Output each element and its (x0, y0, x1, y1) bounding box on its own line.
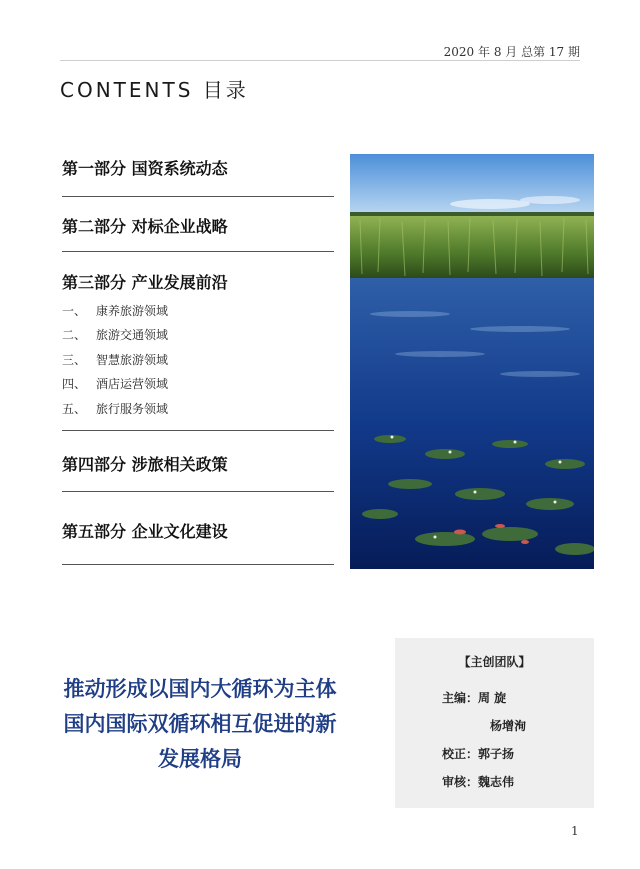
subitem-label: 康养旅游领域 (96, 303, 169, 318)
toc-subitem[interactable] (62, 298, 334, 323)
toc-heading: 第二部分 对标企业战略 (62, 217, 228, 236)
toc-heading: 第一部分 国资系统动态 (62, 159, 228, 178)
toc-heading: 第五部分 企业文化建设 (62, 522, 228, 541)
toc-divider (62, 430, 334, 431)
toc-divider (62, 196, 334, 197)
toc-part-4[interactable] (62, 452, 334, 475)
team-reviewer: 审核：魏志伟 (442, 775, 515, 789)
subitem-label: 旅游交通领域 (96, 328, 169, 343)
issue-info: 2020 年 8 月 总第 17 期 (443, 45, 580, 59)
toc-subitem[interactable] (62, 323, 334, 348)
toc-divider (62, 491, 334, 492)
toc-subitem[interactable] (62, 347, 334, 372)
team-proofreader: 校正：郭子扬 (442, 747, 515, 761)
subitem-label: 智慧旅游领域 (96, 352, 169, 367)
toc-divider (62, 251, 334, 252)
toc-part-3[interactable] (62, 270, 334, 293)
contents-title: CONTENTS 目录 (60, 78, 249, 102)
subitem-number: 一、 (62, 303, 87, 318)
slogan-line: 推动形成以国内大循环为主体 (63, 677, 337, 701)
team-editor: 主编：周 旋 (442, 691, 507, 705)
subitem-number: 四、 (62, 377, 87, 392)
subitem-number: 二、 (62, 328, 87, 343)
team-title: 【主创团队】 (458, 655, 531, 669)
subitem-number: 三、 (62, 352, 87, 367)
toc-part-3-sublist (62, 298, 334, 421)
header-divider (60, 60, 580, 61)
subitem-label: 酒店运营领域 (96, 377, 169, 392)
toc-part-2[interactable] (62, 214, 334, 237)
subitem-label: 旅行服务领域 (96, 401, 169, 416)
toc-heading: 第四部分 涉旅相关政策 (62, 455, 228, 474)
page-number: 1 (571, 824, 579, 838)
subitem-number: 五、 (62, 401, 87, 416)
toc-subitem[interactable] (62, 396, 334, 421)
toc-part-5[interactable] (62, 519, 334, 542)
slogan (20, 672, 380, 777)
toc-divider (62, 564, 334, 565)
team-box (395, 638, 594, 808)
toc-heading: 第三部分 产业发展前沿 (62, 273, 228, 292)
slogan-line: 发展格局 (158, 747, 242, 771)
toc-subitem[interactable] (62, 372, 334, 397)
team-editor-2: 杨增洵 (490, 719, 527, 733)
slogan-line: 国内国际双循环相互促进的新 (63, 712, 337, 736)
toc-part-1[interactable] (62, 156, 334, 179)
wetland-photo (350, 154, 594, 569)
